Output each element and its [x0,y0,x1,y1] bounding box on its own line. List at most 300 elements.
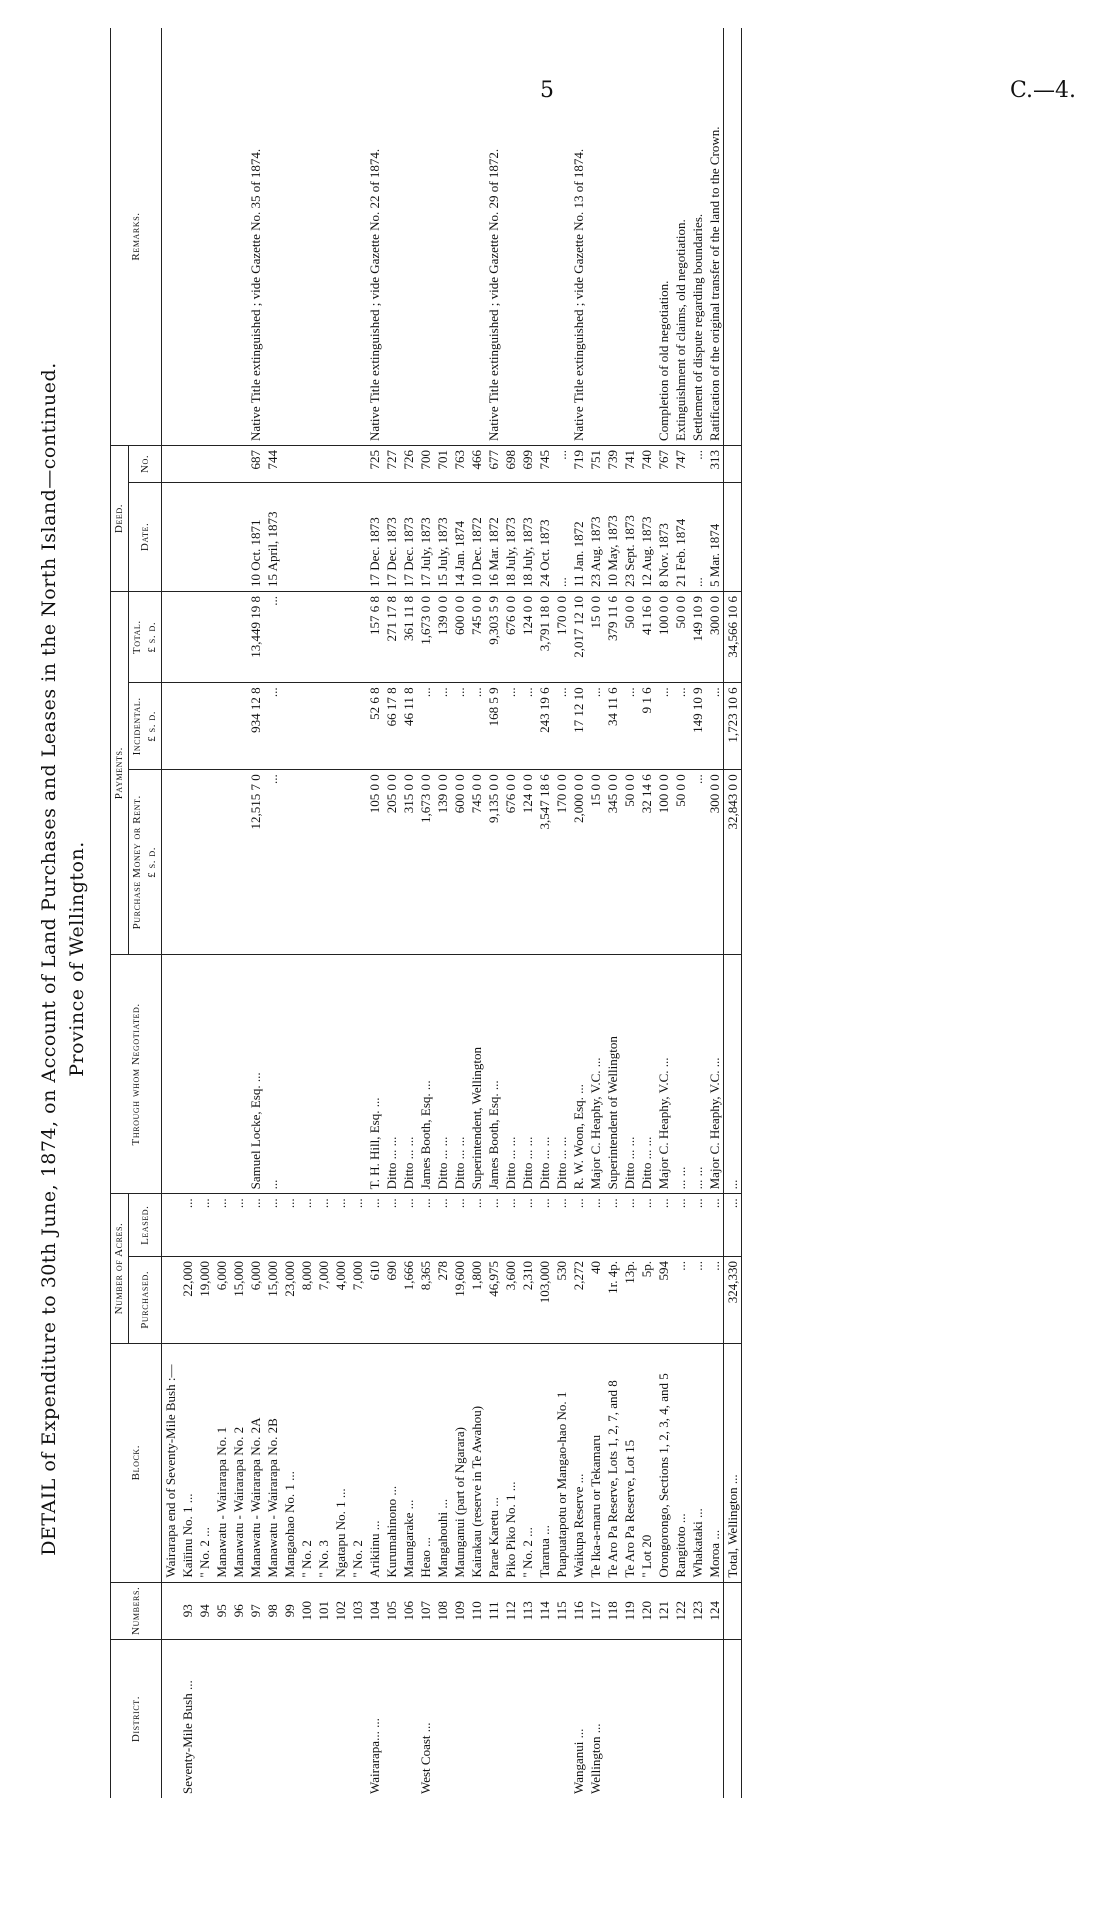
cell-purchased: 7,000 [315,1257,332,1344]
cell-num: 99 [281,1582,298,1639]
cell-deed-no [332,445,349,482]
cell-num: 98 [264,1582,281,1639]
cell-num: 120 [638,1582,655,1639]
cell-total [281,591,298,682]
cell-district [621,1640,638,1799]
cell-block: Mangahouhi ... [434,1343,451,1582]
cell-leased: ... [553,1194,570,1257]
table-row [587,28,604,1798]
cell-purchased: 690 [383,1257,400,1344]
cell-num: 118 [604,1582,621,1639]
cell-leased: ... [502,1194,519,1257]
cell-through: T. H. Hill, Esq. ... [366,955,383,1194]
cell-date: 14 Jan. 1874 [451,482,468,591]
cell-date: 15 July, 1873 [434,482,451,591]
cell-block: Piko Piko No. 1 ... [502,1343,519,1582]
total-label: Total, Wellington ... [724,1343,742,1582]
cell-incidental: 149 10 9 [689,683,706,770]
cell-incidental: 243 19 6 [536,683,553,770]
cell-district [400,1640,417,1799]
cell-total [213,591,230,682]
cell-total [332,591,349,682]
cell-num: 93 [179,1582,196,1639]
cell-leased: ... [434,1194,451,1257]
cell-date [179,482,196,591]
cell-leased: ... [689,1194,706,1257]
units-incidental: £ s. d. [146,710,158,742]
cell-leased: ... [672,1194,689,1257]
cell-purchased: 8,365 [417,1257,434,1344]
cell-incidental: ... [655,683,672,770]
cell-district [230,1640,247,1799]
cell-block: Ngatapu No. 1 ... [332,1343,349,1582]
cell-deed-no: 726 [400,445,417,482]
table-row [366,28,383,1798]
cell-purchased: 4,000 [332,1257,349,1344]
cell-date: 11 Jan. 1872 [570,482,587,591]
cell-leased: ... [536,1194,553,1257]
cell-block: Kurumahinono ... [383,1343,400,1582]
cell-num: 100 [298,1582,315,1639]
cell-date: 16 Mar. 1872 [485,482,502,591]
cell-num [162,1582,180,1639]
col-acres-group: Number of Acres. [111,1194,129,1343]
units-purchase: £ s. d. [146,846,158,878]
cell-total: 149 10 9 [689,591,706,682]
cell-date: 21 Feb. 1874 [672,482,689,591]
cell-purchase [315,770,332,955]
table-row [621,28,638,1798]
cell-total: 139 0 0 [434,591,451,682]
cell-date: 17 Dec. 1873 [400,482,417,591]
cell-incidental: ... [587,683,604,770]
cell-total: 13,449 19 8 [247,591,264,682]
cell-remarks [417,28,434,445]
cell-total: 15 0 0 [587,591,604,682]
table-row [468,28,485,1798]
cell-num: 104 [366,1582,383,1639]
cell-date [298,482,315,591]
cell-deed-no: 745 [536,445,553,482]
cell-remarks: Ratification of the original transfer of the land to the Crown. [707,126,722,441]
cell-remarks [451,28,468,445]
cell-num: 109 [451,1582,468,1639]
cell-incidental [213,683,230,770]
table-row [230,28,247,1798]
cell-remarks [468,28,485,445]
cell-deed-no: 719 [570,445,587,482]
cell-purchase: 600 0 0 [451,770,468,955]
cell-district: Wanganui ... [570,1640,587,1799]
col-incidental [129,683,162,770]
cell-purchase: 12,515 7 0 [247,770,264,955]
cell-purchased: 2,310 [519,1257,536,1344]
cell-deed-no [162,445,180,482]
cell-incidental [315,683,332,770]
cell-date: 17 Dec. 1873 [383,482,400,591]
cell-num: 122 [672,1582,689,1639]
cell-num: 108 [434,1582,451,1639]
cell-remarks [383,28,400,445]
cell-block: " Lot 20 [638,1343,655,1582]
cell-purchased: 6,000 [213,1257,230,1344]
cell-leased: ... [383,1194,400,1257]
table-row [213,28,230,1798]
cell-incidental: ... [672,683,689,770]
cell-total: 1,673 0 0 [417,591,434,682]
cell-purchased: 610 [366,1257,383,1344]
cell-leased: ... [315,1194,332,1257]
cell-incidental: ... [451,683,468,770]
cell-deed-no: ... [553,445,570,482]
cell-purchase: 745 0 0 [468,770,485,955]
cell-district [655,1640,672,1799]
cell-block: Orongorongo, Sections 1, 2, 3, 4, and 5 [655,1343,672,1582]
cell-remarks: Native Title extinguished ; vide Gazette No. 29 of 1872. [486,148,501,441]
cell-total: 3,791 18 0 [536,591,553,682]
cell-incidental: ... [502,683,519,770]
cell-date: 24 Oct. 1873 [536,482,553,591]
cell-block: Parae Karetu ... [485,1343,502,1582]
cell-date [349,482,366,591]
document-subtitle: Province of Wellington. [66,841,88,1077]
expenditure-table [110,28,742,1798]
cell-total: 50 0 0 [621,591,638,682]
table-row [451,28,468,1798]
table-row [179,28,196,1798]
cell-num: 114 [536,1582,553,1639]
cell-block: " No. 2 ... [196,1343,213,1582]
cell-remarks [315,28,332,445]
cell-block: Te Aro Pa Reserve, Lots 1, 2, 7, and 8 [604,1343,621,1582]
table-row [536,28,553,1798]
cell-district [502,1640,519,1799]
col-date: Date. [129,482,162,591]
cell-total [179,591,196,682]
cell-purchased: 22,000 [179,1257,196,1344]
col-through: Through whom Negotiated. [111,955,162,1194]
cell-total: 745 0 0 [468,591,485,682]
cell-incidental: 52 6 8 [366,683,383,770]
cell-through: Ditto ... ... [553,955,570,1194]
total-purchased: 324,330 [724,1257,742,1344]
cell-deed-no [315,445,332,482]
cell-block: Tararua ... [536,1343,553,1582]
cell-num: 107 [417,1582,434,1639]
cell-total: 170 0 0 [553,591,570,682]
cell-through: Ditto ... ... [536,955,553,1194]
col-purchased: Purchased. [129,1257,162,1344]
cell-remarks: Extinguishment of claims, old negotiation. [673,219,688,441]
cell-through [332,955,349,1194]
col-purchase-money-label: Purchase Money or Rent. [131,795,143,930]
cell-block: Manawatu - Wairarapa No. 2 [230,1343,247,1582]
cell-purchase: 124 0 0 [519,770,536,955]
cell-block: Moroa ... [706,1343,724,1582]
table-row [706,28,724,1798]
cell-through: ... ... [689,955,706,1194]
cell-incidental [349,683,366,770]
total-empty [724,445,742,482]
cell-incidental: ... [468,683,485,770]
cell-district [672,1640,689,1799]
cell-purchased: 19,600 [451,1257,468,1344]
cell-remarks [400,28,417,445]
cell-block: " No. 2 [298,1343,315,1582]
cell-purchased: 23,000 [281,1257,298,1344]
cell-purchased: 15,000 [264,1257,281,1344]
cell-remarks [502,28,519,445]
cell-remarks [213,28,230,445]
cell-through: R. W. Woon, Esq. ... [570,955,587,1194]
cell-deed-no: 739 [604,445,621,482]
cell-incidental [298,683,315,770]
cell-purchased: 2,272 [570,1257,587,1344]
cell-through: Ditto ... ... [400,955,417,1194]
cell-remarks [604,28,621,445]
table-row [417,28,434,1798]
cell-total: ... [264,591,281,682]
total-total: 34,566 10 6 [724,591,742,682]
table-row [247,28,264,1798]
cell-leased: ... [281,1194,298,1257]
cell-num: 113 [519,1582,536,1639]
cell-through: Ditto ... ... [638,955,655,1194]
cell-date: ... [553,482,570,591]
cell-purchased: 103,000 [536,1257,553,1344]
cell-purchase: 676 0 0 [502,770,519,955]
cell-date [196,482,213,591]
cell-deed-no [179,445,196,482]
cell-block: Mangaohao No. 1 ... [281,1343,298,1582]
cell-leased: ... [213,1194,230,1257]
cell-block: Waikupa Reserve ... [570,1343,587,1582]
cell-date: 23 Aug. 1873 [587,482,604,591]
table-body [162,28,742,1798]
cell-purchased: 8,000 [298,1257,315,1344]
cell-leased: ... [638,1194,655,1257]
cell-through: Ditto ... ... [451,955,468,1194]
cell-incidental: ... [553,683,570,770]
cell-incidental [179,683,196,770]
cell-purchased: 6,000 [247,1257,264,1344]
cell-deed-no: 767 [655,445,672,482]
cell-leased: ... [230,1194,247,1257]
cell-district [451,1640,468,1799]
table-row [332,28,349,1798]
cell-deed-no: 677 [485,445,502,482]
total-empty [724,1640,742,1799]
cell-block: Kairakau (reserve in Te Awahou) [468,1343,485,1582]
document-title: DETAIL of Expenditure to 30th June, 1874, on Account of Land Purchases and Leases in the North Island—continued. [38,362,60,1556]
table-row [638,28,655,1798]
cell-remarks [179,28,196,445]
cell-num: 116 [570,1582,587,1639]
cell-purchase: 315 0 0 [400,770,417,955]
cell-date: 17 July, 1873 [417,482,434,591]
cell-purchased: 278 [434,1257,451,1344]
cell-purchase [162,770,180,955]
cell-date [332,482,349,591]
cell-purchase: 100 0 0 [655,770,672,955]
cell-num: 117 [587,1582,604,1639]
cell-purchase: 1,673 0 0 [417,770,434,955]
col-numbers: Numbers. [111,1582,162,1639]
table-row [604,28,621,1798]
cell-block: Manawatu - Wairarapa No. 2A [247,1343,264,1582]
cell-through [315,955,332,1194]
cell-purchase: ... [689,770,706,955]
cell-purchase [179,770,196,955]
cell-purchase [230,770,247,955]
cell-purchase: 9,135 0 0 [485,770,502,955]
cell-total [349,591,366,682]
cell-district [213,1640,230,1799]
cell-deed-no: 727 [383,445,400,482]
cell-district: Wellington ... [587,1640,604,1799]
cell-deed-no [230,445,247,482]
cell-through: ... ... [672,955,689,1194]
cell-num: 111 [485,1582,502,1639]
cell-date: 18 July, 1873 [502,482,519,591]
cell-purchase [332,770,349,955]
cell-block: Puapuatapotu or Mangao-hao No. 1 [553,1343,570,1582]
cell-district [706,1640,724,1799]
cell-date: ... [689,482,706,591]
cell-remarks [621,28,638,445]
cell-purchased: 7,000 [349,1257,366,1344]
cell-remarks [264,28,281,445]
cell-total: 41 16 0 [638,591,655,682]
cell-date: 10 Oct. 1871 [247,482,264,591]
cell-block: Wairarapa end of Seventy-Mile Bush :— [162,1343,180,1582]
cell-remarks [587,28,604,445]
cell-block: " No. 2 [349,1343,366,1582]
cell-through: Ditto ... ... [502,955,519,1194]
table-row [655,28,672,1798]
cell-total: 50 0 0 [672,591,689,682]
cell-date: 12 Aug. 1873 [638,482,655,591]
cell-purchased: 5p. [638,1257,655,1344]
cell-district [536,1640,553,1799]
cell-district [553,1640,570,1799]
cell-through [179,955,196,1194]
cell-through: Ditto ... ... [434,955,451,1194]
col-district: District. [111,1640,162,1799]
cell-incidental [332,683,349,770]
cell-purchase [281,770,298,955]
cell-purchased: 40 [587,1257,604,1344]
cell-district [332,1640,349,1799]
cell-district: Wairarapa... ... [366,1640,383,1799]
cell-through: Ditto ... ... [621,955,638,1194]
cell-incidental: 66 17 8 [383,683,400,770]
cell-block: Manawatu - Wairarapa No. 1 [213,1343,230,1582]
cell-incidental: ... [621,683,638,770]
cell-purchase: 50 0 0 [621,770,638,955]
cell-num: 123 [689,1582,706,1639]
cell-total: 600 0 0 [451,591,468,682]
cell-remarks [519,28,536,445]
cell-leased: ... [519,1194,536,1257]
cell-leased: ... [468,1194,485,1257]
table-row [281,28,298,1798]
cell-district [638,1640,655,1799]
table-row [519,28,536,1798]
cell-remarks [230,28,247,445]
cell-purchase: 32 14 6 [638,770,655,955]
col-total-label: Total. [131,620,143,655]
cell-incidental [196,683,213,770]
cell-incidental [230,683,247,770]
cell-deed-no: ... [689,445,706,482]
cell-through: Ditto ... ... [383,955,400,1194]
total-leased: ... [724,1194,742,1257]
table-row [553,28,570,1798]
cell-purchase [349,770,366,955]
cell-district [519,1640,536,1799]
cell-through: ... [264,955,281,1194]
cell-district [298,1640,315,1799]
cell-num: 101 [315,1582,332,1639]
cell-deed-no [349,445,366,482]
col-leased: Leased. [129,1194,162,1257]
cell-purchase: 345 0 0 [604,770,621,955]
cell-remarks: Native Title extinguished ; vide Gazette No. 22 of 1874. [367,148,382,441]
cell-remarks [434,28,451,445]
cell-remarks: Completion of old negotiation. [656,280,671,441]
cell-total: 157 6 8 [366,591,383,682]
cell-total [315,591,332,682]
cell-through: Major C. Heaphy, V.C. ... [587,955,604,1194]
cell-purchased: 1r. 4p. [604,1257,621,1344]
cell-block: Whakataki ... [689,1343,706,1582]
cell-district [485,1640,502,1799]
cell-date: 10 Dec. 1872 [468,482,485,591]
cell-purchase: 205 0 0 [383,770,400,955]
cell-through: Major C. Heaphy, V.C. ... [655,955,672,1194]
table-row [264,28,281,1798]
table-row [570,28,587,1798]
cell-leased: ... [298,1194,315,1257]
cell-deed-no: 701 [434,445,451,482]
cell-purchased: 46,975 [485,1257,502,1344]
cell-district [196,1640,213,1799]
cell-total: 124 0 0 [519,591,536,682]
cell-date: 17 Dec. 1873 [366,482,383,591]
cell-incidental: ... [706,683,724,770]
cell-total [298,591,315,682]
cell-purchase [213,770,230,955]
cell-num: 115 [553,1582,570,1639]
col-incidental-label: Incidental. [131,697,143,756]
table-row [315,28,332,1798]
cell-purchased: 3,600 [502,1257,519,1344]
cell-total: 2,017 12 10 [570,591,587,682]
cell-purchased: ... [689,1257,706,1344]
table-row [349,28,366,1798]
cell-date [230,482,247,591]
cell-district [264,1640,281,1799]
units-total: £ s. d. [146,621,158,653]
cell-leased: ... [655,1194,672,1257]
cell-deed-no: 740 [638,445,655,482]
cell-date: 15 April, 1873 [264,482,281,591]
cell-district: Seventy-Mile Bush ... [179,1640,196,1799]
cell-district [468,1640,485,1799]
cell-district [247,1640,264,1799]
cell-purchase: 3,547 18 6 [536,770,553,955]
